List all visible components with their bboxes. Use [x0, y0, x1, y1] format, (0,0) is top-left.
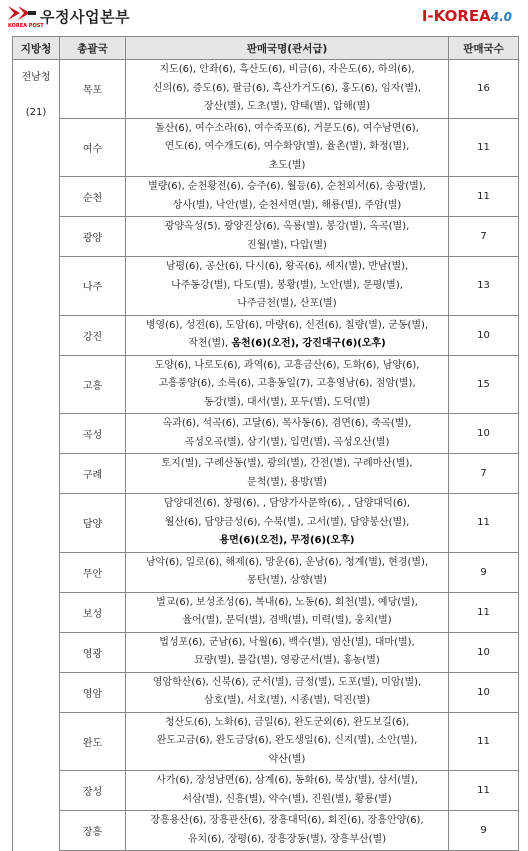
ikorea-num: 4.0	[490, 10, 512, 24]
office-line: 영암학산(6), 신북(6), 군서(별), 금정(별), 도포(별), 미암(별),	[152, 676, 422, 688]
office-line: 토지(별), 구례산동(별), 광의(별), 간전(별), 구례마산(별),	[161, 458, 413, 469]
hq-cell: 여수	[60, 118, 126, 177]
count-cell: 7	[449, 454, 519, 494]
hq-cell: 장성	[60, 771, 126, 811]
offices-cell	[126, 257, 449, 316]
table-row	[13, 552, 519, 592]
office-line: 장흥용산(6), 장흥관산(6), 장흥대덕(6), 회진(6), 장흥안양(6),	[150, 815, 424, 826]
col-header-region: 지방청	[13, 37, 60, 60]
korea-post-logo	[6, 2, 156, 32]
office-line: 진월(별), 다압(별)	[247, 239, 327, 251]
count-cell: 11	[449, 592, 519, 632]
table-row	[13, 118, 519, 177]
table-row	[13, 771, 519, 811]
table-row	[13, 454, 519, 494]
office-line: 서삼(별), 신흥(별), 약수(별), 진원(별), 황룡(별)	[182, 793, 392, 805]
brand-sub: KOREA POST	[8, 23, 44, 29]
offices-cell	[126, 177, 449, 217]
table-row	[13, 217, 519, 257]
count-cell: 10	[449, 632, 519, 672]
hq-cell: 완도	[60, 712, 126, 771]
brand-name: 우정사업본부	[40, 8, 130, 26]
hq-cell: 광양	[60, 217, 126, 257]
count-cell: 11	[449, 771, 519, 811]
office-line: 나주동강(별), 다도(별), 봉황(별), 노안(별), 문평(별),	[171, 279, 403, 291]
table-row	[13, 355, 519, 414]
office-line: 벌교(6), 보성조성(6), 복내(6), 노동(6), 회천(별), 예당(별),	[156, 596, 418, 608]
office-line: 연도(6), 여수개도(6), 여수화양(별), 율촌(별), 화정(별),	[164, 141, 410, 152]
office-line: 묘량(별), 불갑(별), 영광군서(별), 홍농(별)	[194, 655, 380, 666]
office-line: 도양(6), 나로도(6), 과역(6), 고흥금산(6), 도화(6), 남양(6),	[154, 359, 420, 371]
offices-cell	[126, 355, 449, 414]
hq-cell: 순천	[60, 177, 126, 217]
office-line: 담양대전(6), 창평(6), , 담양가사문학(6), , 담양대덕(6),	[163, 498, 411, 509]
table-row	[13, 672, 519, 712]
hq-cell: 장흥	[60, 811, 126, 851]
office-line: 고흥풍양(6), 소록(6), 고흥동일(7), 고흥영남(6), 점암(별),	[158, 378, 416, 389]
offices-cell	[126, 118, 449, 177]
count-cell: 15	[449, 355, 519, 414]
offices-cell	[126, 494, 449, 553]
office-line: 남악(6), 일로(6), 해제(6), 망운(6), 운남(6), 청계(별), 현경(별),	[145, 556, 429, 568]
office-line: 완도고금(6), 완도금당(6), 완도생일(6), 신지(별), 소안(별),	[156, 735, 418, 746]
offices-cell	[126, 414, 449, 454]
office-line: 삼호(별), 서호(별), 시종(별), 덕진(별)	[203, 695, 371, 706]
table-row	[13, 811, 519, 851]
table-row	[13, 712, 519, 771]
office-line: 지도(6), 안좌(6), 흑산도(6), 비금(6), 자은도(6), 하의(6),	[159, 64, 415, 75]
col-header-count: 판매국수	[449, 37, 519, 60]
office-line-bold: 용면(6)(오전), 무정(6)(오후)	[219, 535, 355, 546]
offices-cell	[126, 454, 449, 494]
office-line: 법성포(6), 군남(6), 낙월(6), 백수(별), 염산(별), 대마(별),	[159, 636, 415, 648]
office-line: 동강(별), 대서(별), 포두(별), 도덕(별)	[203, 396, 371, 408]
office-line: 별량(6), 순천황전(6), 승주(6), 월등(6), 순천외서(6), 송광(별),	[148, 181, 426, 192]
office-line: 유치(6), 장평(6), 장흥장동(별), 장흥부산(별)	[187, 833, 387, 845]
table-row	[13, 592, 519, 632]
table-row	[13, 177, 519, 217]
col-header-offices: 판매국명(관서급)	[126, 37, 449, 60]
hq-cell: 곡성	[60, 414, 126, 454]
offices-cell	[126, 811, 449, 851]
office-line: 남평(6), 공산(6), 다시(6), 왕곡(6), 세지(별), 반남(별),	[165, 261, 409, 272]
offices-cell	[126, 315, 449, 355]
office-line: 청산도(6), 노화(6), 금일(6), 완도군외(6), 완도보길(6),	[164, 716, 410, 728]
count-cell: 9	[449, 552, 519, 592]
office-line: 월산(6), 담양금성(6), 수북(별), 고서(별), 담양봉산(별),	[164, 516, 410, 528]
offices-cell	[126, 217, 449, 257]
region-count: (21)	[25, 107, 47, 118]
table-body	[13, 60, 519, 851]
offices-cell	[126, 672, 449, 712]
office-line: 초도(별)	[268, 159, 306, 171]
hq-cell: 담양	[60, 494, 126, 553]
ikorea-logo	[422, 7, 512, 25]
korea-post-emblem-icon	[6, 2, 38, 24]
office-line: 광양옥성(5), 광양진상(6), 옥룡(별), 봉강(별), 옥곡(별),	[164, 221, 410, 232]
table-row	[13, 632, 519, 672]
hq-cell: 무안	[60, 552, 126, 592]
office-line: 상사(별), 낙안(별), 순천서면(별), 해룡(별), 주암(별)	[172, 199, 402, 211]
count-cell: 7	[449, 217, 519, 257]
sales-office-table	[12, 36, 519, 851]
col-header-hq: 총괄국	[60, 37, 126, 60]
count-cell: 10	[449, 414, 519, 454]
office-line: 율어(별), 문덕(별), 겸백(별), 미력(별), 웅치(별)	[182, 615, 392, 626]
hq-cell: 강진	[60, 315, 126, 355]
office-line: 문척(별), 용방(별)	[247, 476, 327, 488]
hq-cell: 나주	[60, 257, 126, 316]
offices-cell	[126, 712, 449, 771]
office-line: 신의(6), 증도(6), 팔금(6), 흑산가거도(6), 홍도(6), 임자(별),	[152, 82, 422, 94]
offices-cell	[126, 632, 449, 672]
office-line: 곡성오곡(별), 삼기(별), 입면(별), 곡성오산(별)	[184, 436, 390, 448]
table-header-row	[13, 37, 519, 60]
hq-cell: 구례	[60, 454, 126, 494]
office-line: 병영(6), 성전(6), 도암(6), 마량(6), 신전(6), 칠량(별), 군동(별),	[145, 319, 429, 331]
count-cell: 11	[449, 712, 519, 771]
offices-cell	[126, 552, 449, 592]
count-cell: 10	[449, 315, 519, 355]
count-cell: 9	[449, 811, 519, 851]
table-row	[13, 315, 519, 355]
office-line: 옥과(6), 석곡(6), 고달(6), 목사동(6), 겸면(6), 죽곡(별),	[162, 418, 412, 429]
hq-cell: 영암	[60, 672, 126, 712]
count-cell: 11	[449, 177, 519, 217]
count-cell: 10	[449, 672, 519, 712]
hq-cell: 고흥	[60, 355, 126, 414]
region-name: 전남청	[21, 72, 51, 83]
office-line: 몽탄(별), 삼향(별)	[247, 575, 327, 586]
office-line: 작천(별),	[188, 338, 232, 349]
table-row	[13, 494, 519, 553]
count-cell: 11	[449, 494, 519, 553]
offices-cell	[126, 60, 449, 119]
region-cell	[13, 60, 60, 851]
office-line-bold: 옴천(6)(오전), 강진대구(6)(오후)	[231, 338, 386, 349]
office-line: 장산(별), 도초(별), 암태(별), 압해(별)	[203, 101, 371, 112]
table-row	[13, 60, 519, 119]
table-row	[13, 257, 519, 316]
hq-cell: 보성	[60, 592, 126, 632]
office-line: 나주금천(별), 산포(별)	[237, 298, 337, 309]
hq-cell: 영광	[60, 632, 126, 672]
table-row	[13, 414, 519, 454]
ikorea-text: I-KOREA	[421, 7, 491, 25]
page-header	[0, 0, 528, 34]
offices-cell	[126, 771, 449, 811]
hq-cell: 목포	[60, 60, 126, 119]
offices-cell	[126, 592, 449, 632]
count-cell: 11	[449, 118, 519, 177]
count-cell: 16	[449, 60, 519, 119]
office-line: 약산(별)	[268, 753, 306, 765]
office-line: 돌산(6), 여수소라(6), 여수죽포(6), 거문도(6), 여수남면(6),	[155, 122, 419, 134]
count-cell: 13	[449, 257, 519, 316]
office-line: 사가(6), 장성남면(6), 삼계(6), 동화(6), 북상(별), 삼서(별),	[156, 775, 418, 786]
